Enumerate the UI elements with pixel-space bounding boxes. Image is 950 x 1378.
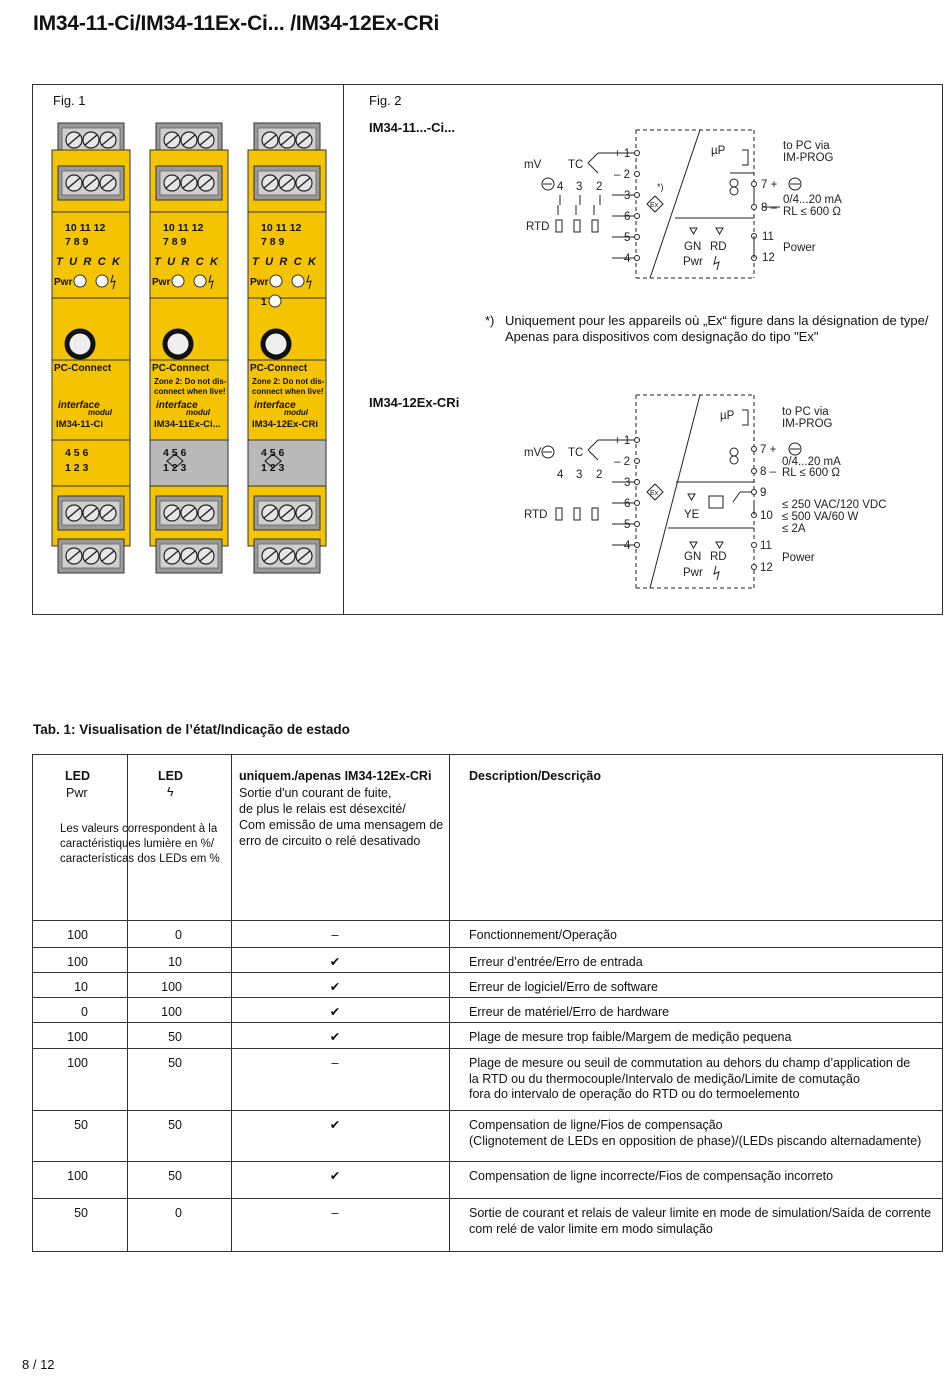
table-row-divider <box>32 1022 943 1023</box>
table-col-divider <box>231 754 232 1252</box>
cell-led-value: 50 <box>168 1030 182 1044</box>
lbl2-relay3: ≤ 2A <box>782 523 806 535</box>
lbl2-t4: 4 <box>624 540 631 552</box>
col3-line: erro de circuito o relé desativado <box>239 834 421 848</box>
lbl-tc: TC <box>568 159 584 171</box>
interface-logo: modul <box>186 408 210 417</box>
lbl-rtd: RTD <box>526 221 550 233</box>
cell-description: Compensation de ligne/Fios de compensação <box>469 1118 723 1132</box>
diagram1-title: IM34-11...-Ci... <box>369 120 455 135</box>
circuit2-labels <box>524 406 887 579</box>
cell-led-value: 50 <box>168 1056 182 1070</box>
lbl2-rtd: RTD <box>524 509 548 521</box>
cell-pwr-value: 100 <box>67 1056 88 1070</box>
pwr-label: Pwr <box>250 277 269 288</box>
footnote-line2: Apenas para dispositivos com designação do tipo "Ex" <box>505 329 819 344</box>
lbl-power: Power <box>783 242 816 254</box>
col3-line: Com emissão de uma mensagem de <box>239 818 444 832</box>
lbl2-t10: 10 <box>760 510 773 522</box>
cell-description: Sortie de courant et relais de valeur limite en mode de simulation/Saída de corrente <box>469 1206 932 1220</box>
cell-description: Plage de mesure ou seuil de commutation au dehors du champ d’application de <box>469 1056 911 1070</box>
cell-led-value: 0 <box>175 1206 182 1220</box>
cell-relay-flag: – <box>331 928 339 942</box>
interface-logo: interface <box>58 400 100 411</box>
terminal-numbers: 10 11 12 <box>261 222 302 234</box>
terminal-numbers: 7 8 9 <box>65 236 89 248</box>
table-col-divider <box>449 754 450 1252</box>
interface-logo: interface <box>254 400 296 411</box>
lbl-t2: – 2 <box>614 169 630 181</box>
lbl-t4: 4 <box>624 253 631 265</box>
interface-logo: modul <box>88 408 112 417</box>
footnote-line1: Uniquement pour les appareils où „Ex“ figure dans la désignation de type/ <box>505 313 929 328</box>
cell-pwr-value: 50 <box>74 1206 88 1220</box>
lbl2-n2: 2 <box>596 469 603 481</box>
diagram2-title: IM34-12Ex-CRi <box>369 395 460 410</box>
terminal-numbers: 10 11 12 <box>65 222 106 234</box>
turck-logo: TURCK <box>56 256 122 268</box>
cell-relay-flag: ✔ <box>329 980 341 994</box>
lbl-gn: GN <box>684 241 702 253</box>
module-name: IM34-12Ex-CRi <box>252 419 318 430</box>
terminal-numbers: 7 8 9 <box>261 236 285 248</box>
cell-pwr-value: 0 <box>81 1005 88 1019</box>
pc-connect-label: PC-Connect <box>54 363 112 374</box>
lbl2-pwr: Pwr <box>683 567 703 579</box>
page-number: 8 / 12 <box>22 1357 55 1372</box>
table-row-divider <box>32 972 943 973</box>
terminal-numbers: 1 2 3 <box>163 462 187 474</box>
cell-description: Fonctionnement/Operação <box>469 928 618 942</box>
lbl-range: 0/4...20 mA <box>783 194 842 206</box>
cell-pwr-value: 100 <box>67 1030 88 1044</box>
lbl-n3: 3 <box>576 181 583 193</box>
lbl2-ex: Ex <box>650 490 659 497</box>
interface-logo: interface <box>156 400 198 411</box>
header-note: Les valeurs correspondent à la caractéristiques lumière en %/ características dos LEDs em % <box>60 823 220 865</box>
cell-led-value: 100 <box>161 980 182 994</box>
lbl2-tc: TC <box>568 447 584 459</box>
lbl2-relay2: ≤ 500 VA/60 W <box>782 511 859 523</box>
lbl-rl: RL ≤ 600 Ω <box>783 206 841 218</box>
lbl-t12: 12 <box>762 252 775 264</box>
terminal-numbers: 4 5 6 <box>65 447 89 459</box>
lbl2-t6: 6 <box>624 498 631 510</box>
lbl-ex1: Ex <box>650 202 659 209</box>
cell-led-value: 50 <box>168 1169 182 1183</box>
header-led1: LED <box>65 769 90 783</box>
turck-logo: TURCK <box>154 256 220 268</box>
lbl2-t2: – 2 <box>614 456 630 468</box>
lbl2-rd: RD <box>710 551 727 563</box>
header-col3-title: uniquem./apenas IM34-12Ex-CRi <box>239 769 432 783</box>
circuit-diagrams <box>0 0 950 615</box>
header-led2: LED <box>158 769 183 783</box>
cell-description: Erreur de matériel/Erro de hardware <box>469 1005 670 1019</box>
cell-relay-flag: – <box>331 1056 339 1070</box>
fig1-label: Fig. 1 <box>53 93 86 108</box>
lbl2-ye: YE <box>684 509 700 521</box>
interface-logo: modul <box>284 408 308 417</box>
lbl-rd: RD <box>710 241 727 253</box>
lbl2-topc1: to PC via <box>782 406 829 418</box>
lbl2-mv: mV <box>524 447 542 459</box>
terminal-numbers: 4 5 6 <box>261 447 285 459</box>
terminal-numbers: 1 2 3 <box>65 462 89 474</box>
pc-connect-label: PC-Connect <box>152 363 210 374</box>
zone-warning: Zone 2: Do not dis- <box>252 377 325 386</box>
turck-logo: TURCK <box>252 256 318 268</box>
lbl2-t12: 12 <box>760 562 773 574</box>
table-row-divider <box>32 947 943 948</box>
cell-description: (Clignotement de LEDs en opposition de phase)/(LEDs piscando alternadamente) <box>469 1133 922 1148</box>
lbl-t8: 8 – <box>761 202 777 214</box>
table-row-divider <box>32 1198 943 1199</box>
cell-pwr-value: 100 <box>67 955 88 969</box>
document-title: IM34-11-Ci/IM34-11Ex-Ci... /IM34-12Ex-CRi <box>33 12 440 35</box>
lbl2-power: Power <box>782 552 815 564</box>
table-row-divider <box>32 1048 943 1049</box>
lbl-t11: 11 <box>762 231 774 243</box>
lbl2-range: 0/4...20 mA <box>782 456 841 468</box>
cell-description: Plage de mesure trop faible/Margem de medição pequena <box>469 1030 792 1044</box>
cell-description: Erreur d’entrée/Erro de entrada <box>469 955 643 969</box>
cell-led-value: 50 <box>168 1118 182 1132</box>
cell-description: Compensation de ligne incorrecte/Fios de compensação incorreto <box>469 1169 834 1183</box>
col3-line: Sortie d'un courant de fuite, <box>239 786 392 800</box>
lbl2-t7: 7 + <box>760 444 777 456</box>
pwr-label: Pwr <box>152 277 171 288</box>
lbl-t1: + 1 <box>614 148 631 160</box>
lbl-mv: mV <box>524 159 542 171</box>
cell-description: Erreur de logiciel/Erro de software <box>469 980 658 994</box>
pc-connect-label: PC-Connect <box>250 363 308 374</box>
header-led1-sub: Pwr <box>66 786 88 800</box>
circuit1-labels <box>524 140 842 268</box>
lbl-t5: 5 <box>624 232 631 244</box>
lbl-n4: 4 <box>557 181 564 193</box>
lbl2-gn: GN <box>684 551 702 563</box>
zone-warning: Zone 2: Do not dis- <box>154 377 227 386</box>
module-name: IM34-11Ex-Ci... <box>154 419 221 430</box>
cell-pwr-value: 100 <box>67 1169 88 1183</box>
cell-description: com relé de valor limite em modo simulação <box>469 1221 713 1236</box>
cell-relay-flag: ✔ <box>329 1169 341 1183</box>
lbl-n2: 2 <box>596 181 603 193</box>
cell-led-value: 0 <box>175 928 182 942</box>
lbl-t3: 3 <box>624 190 631 202</box>
terminal-numbers: 7 8 9 <box>163 236 187 248</box>
col3-line: de plus le relais est désexcité/ <box>239 802 406 816</box>
cell-description: fora do intervalo de operação do RTD ou do termoelemento <box>469 1087 800 1101</box>
header-col3-text <box>239 785 443 849</box>
cell-led-value: 10 <box>168 955 182 969</box>
lbl2-t1: + 1 <box>614 435 631 447</box>
lbl2-t8: 8 – <box>760 466 776 478</box>
cell-led-value: 100 <box>161 1005 182 1019</box>
lbl2-t11: 11 <box>760 540 772 552</box>
lbl-t7: 7 + <box>761 179 778 191</box>
cell-relay-flag: – <box>331 1206 339 1220</box>
cell-relay-flag: ✔ <box>329 1030 341 1044</box>
cell-relay-flag: ✔ <box>329 1005 341 1019</box>
lbl-topc2: IM-PROG <box>783 152 834 164</box>
cell-relay-flag: ✔ <box>329 955 341 969</box>
header-col4-title: Description/Descrição <box>469 769 601 783</box>
lbl-topc1: to PC via <box>783 140 830 152</box>
lbl2-topc2: IM-PROG <box>782 418 833 430</box>
lbl2-t5: 5 <box>624 519 631 531</box>
lightning-icon: ϟ <box>167 785 174 799</box>
lbl2-n4: 4 <box>557 469 564 481</box>
relay-led-label: 1 <box>261 297 267 308</box>
pwr-label: Pwr <box>54 277 73 288</box>
cell-pwr-value: 100 <box>67 928 88 942</box>
terminal-numbers: 1 2 3 <box>261 462 285 474</box>
table-row-divider <box>32 1110 943 1111</box>
table-row-divider <box>32 920 943 921</box>
table-row-divider <box>32 1161 943 1162</box>
module-name: IM34-11-Ci <box>56 419 103 430</box>
lbl2-t3: 3 <box>624 477 631 489</box>
lbl-pwr: Pwr <box>683 256 703 268</box>
terminal-numbers: 4 5 6 <box>163 447 187 459</box>
lbl2-relay1: ≤ 250 VAC/120 VDC <box>782 499 887 511</box>
fig2-label: Fig. 2 <box>369 93 402 108</box>
footnote-marker: *) <box>485 313 495 328</box>
lbl-t6: 6 <box>624 211 631 223</box>
cell-description: la RTD ou du thermocouple/Intervalo de medição/Limite de comutação <box>469 1071 860 1086</box>
cell-relay-flag: ✔ <box>329 1118 341 1132</box>
lbl2-n3: 3 <box>576 469 583 481</box>
table-title: Tab. 1: Visualisation de l’état/Indicação de estado <box>33 722 350 737</box>
table-row-divider <box>32 997 943 998</box>
lbl-up: µP <box>711 145 726 157</box>
lbl-star: *) <box>657 182 664 192</box>
terminal-numbers: 10 11 12 <box>163 222 204 234</box>
lbl2-rl: RL ≤ 600 Ω <box>782 467 840 479</box>
cell-pwr-value: 10 <box>74 980 88 994</box>
zone-warning: connect when live! <box>154 387 226 396</box>
lbl2-t9: 9 <box>760 487 767 499</box>
lbl2-up: µP <box>720 410 735 422</box>
zone-warning: connect when live! <box>252 387 324 396</box>
cell-pwr-value: 50 <box>74 1118 88 1132</box>
